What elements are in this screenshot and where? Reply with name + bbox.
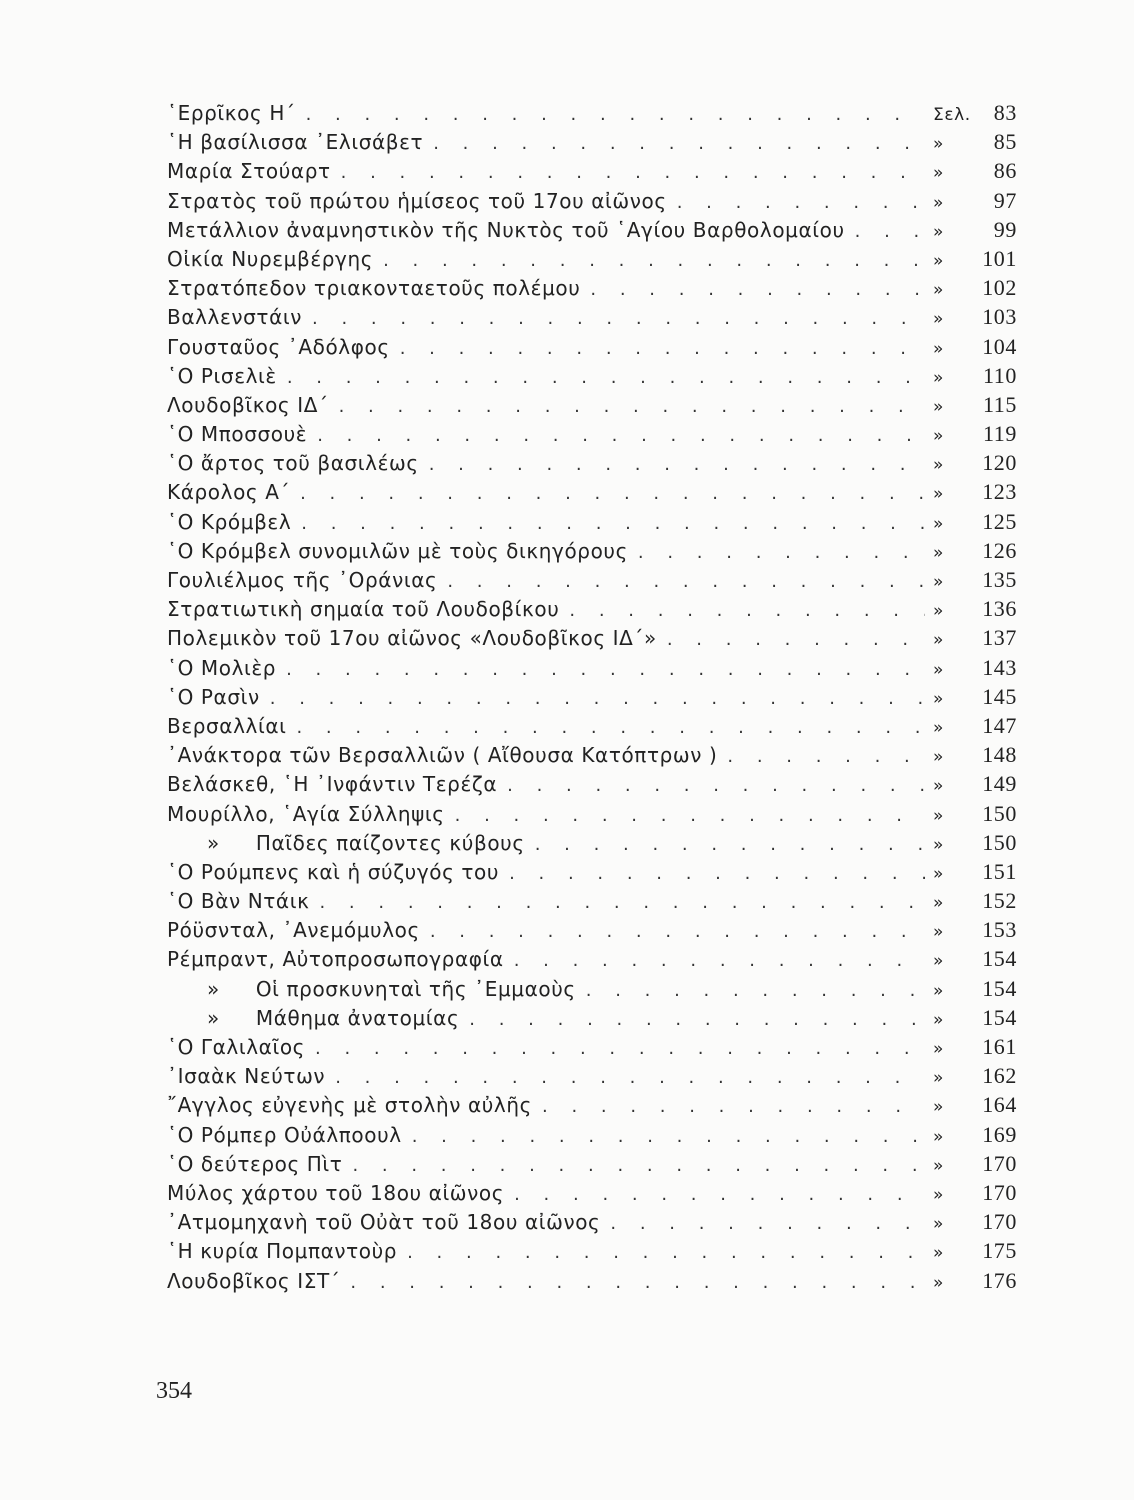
- entry-title: Στρατὸς τοῦ πρώτου ἡμίσεος τοῦ 17ου αἰῶνος: [167, 188, 667, 213]
- entry-page-number: 86: [993, 158, 1017, 184]
- dot-leader: [287, 367, 925, 388]
- entry-title: ῾Η βασίλισσα ᾿Ελισάβετ: [167, 130, 424, 155]
- entry-title: ῾Ο Βὰν Ντάικ: [167, 889, 310, 914]
- dot-leader: [296, 717, 925, 738]
- page-number: 354: [156, 1378, 192, 1404]
- page-ref-mark: »: [933, 805, 945, 826]
- entry-page-number: 125: [982, 508, 1017, 534]
- entry-page-number: 83: [993, 100, 1017, 125]
- index-entry: [163, 567, 1023, 596]
- dot-leader: [638, 542, 925, 563]
- dot-leader: [507, 775, 925, 796]
- page-ref-mark: »: [933, 309, 945, 330]
- page-ref-mark: »: [933, 980, 945, 1001]
- page-ref-mark: »: [933, 1097, 945, 1118]
- dot-leader: [270, 688, 925, 709]
- ditto-mark: »: [207, 830, 220, 855]
- entry-title: ῾Ο Γαλιλαῖος: [167, 1035, 305, 1059]
- dot-leader: [400, 338, 925, 359]
- entry-title: ῾Ο Κρόμβελ συνομιλῶν μὲ τοὺς δικηγόρους: [167, 538, 628, 563]
- page-ref-mark: »: [933, 250, 945, 271]
- entry-title: Γουσταῦος ᾿Αδόλφος: [167, 334, 390, 359]
- entry-page-number: 104: [982, 333, 1017, 359]
- entry-title: Οἰκία Νυρεμβέργης: [167, 246, 374, 271]
- entry-title: ῾Ερρῖκος Η΄: [167, 101, 296, 125]
- index-entry: [163, 188, 1023, 217]
- entry-page-number: 126: [982, 537, 1017, 563]
- entry-title: Βαλλενστάιν: [167, 305, 302, 330]
- page-ref-mark: »: [933, 1155, 945, 1176]
- entry-title: Βελάσκεθ, ῾Η ᾿Ινφάντιν Τερέζα: [167, 772, 498, 797]
- dot-leader: [535, 834, 925, 855]
- page-ref-mark: »: [933, 426, 945, 447]
- entry-title: Μαρία Στούαρτ: [167, 159, 331, 184]
- index-entry: [163, 304, 1023, 333]
- dot-leader: [667, 629, 925, 650]
- index-entry: [163, 596, 1023, 625]
- dot-leader: [350, 1272, 925, 1293]
- entry-page-number: 151: [982, 858, 1017, 884]
- entry-title: Μάθημα ἀνατομίας: [255, 1005, 460, 1030]
- dot-leader: [383, 250, 925, 271]
- entry-title: ῾Ο Μολιὲρ: [167, 655, 277, 680]
- page-ref-mark: »: [933, 1243, 945, 1264]
- entry-title: ῾Ο Ρούμπενς καὶ ἡ σύζυγός του: [167, 859, 500, 884]
- page-ref-mark: »: [933, 1272, 945, 1293]
- dot-leader: [286, 659, 925, 680]
- dot-leader: [335, 1067, 925, 1088]
- entry-page-number: 143: [982, 654, 1017, 680]
- dot-leader: [855, 221, 925, 242]
- entry-page-number: 85: [993, 129, 1017, 155]
- index-entry: [163, 538, 1023, 567]
- page-ref-mark: »: [933, 1184, 945, 1205]
- entry-page-number: 170: [982, 1179, 1017, 1205]
- page-ref-mark: »: [933, 396, 945, 417]
- dot-leader: [542, 1096, 925, 1117]
- index-entry: [163, 363, 1023, 392]
- entry-page-number: 136: [982, 596, 1017, 622]
- entry-page-number: 102: [982, 275, 1017, 301]
- index-entry: [163, 392, 1023, 421]
- entry-page-number: 150: [982, 829, 1017, 855]
- index-entry: [163, 771, 1023, 800]
- page-ref-mark: »: [933, 747, 945, 768]
- page-ref-mark: Σελ.: [933, 105, 971, 125]
- entry-title: Μετάλλιον ἀναμνηστικὸν τῆς Νυκτὸς τοῦ ῾Αγίου Βαρθολομαίου: [167, 217, 845, 242]
- index-entry: [163, 100, 1023, 129]
- page-ref-mark: »: [933, 455, 945, 476]
- index-entry: [163, 625, 1023, 654]
- page-ref-mark: »: [933, 572, 945, 592]
- index-entry: [163, 684, 1023, 713]
- dot-leader: [315, 1038, 925, 1059]
- entry-page-number: 154: [982, 1004, 1017, 1030]
- entry-page-number: 97: [993, 187, 1017, 213]
- page-ref-mark: »: [933, 1039, 945, 1059]
- entry-title: Κάρολος Α΄: [167, 480, 291, 505]
- entry-page-number: 103: [982, 304, 1017, 330]
- entry-title: Γουλιέλμος τῆς ᾿Οράνιας: [167, 568, 438, 592]
- entry-page-number: 115: [983, 391, 1017, 417]
- entry-page-number: 154: [982, 946, 1017, 972]
- page-ref-mark: »: [933, 134, 945, 155]
- entry-title: Μουρίλλο, ῾Αγία Σύλληψις: [167, 801, 445, 826]
- page-ref-mark: »: [933, 280, 945, 301]
- dot-leader: [301, 513, 925, 534]
- index-entry: [163, 1180, 1023, 1209]
- entry-page-number: 119: [983, 421, 1017, 447]
- page-ref-mark: »: [933, 192, 945, 213]
- dot-leader: [590, 279, 925, 300]
- page-ref-mark: »: [933, 922, 945, 943]
- entry-page-number: 150: [982, 800, 1017, 826]
- entry-title: Πολεμικὸν τοῦ 17ου αἰῶνος «Λουδοβῖκος ΙΔ΄»: [167, 626, 657, 651]
- page-ref-mark: »: [933, 659, 945, 680]
- entry-title: ᾿Ανάκτορα τῶν Βερσαλλιῶν ( Αἴθουσα Κατόπτρων ): [167, 743, 718, 768]
- index-entry: [163, 1122, 1023, 1151]
- page-ref-mark: »: [933, 1214, 945, 1235]
- dot-leader: [317, 425, 925, 446]
- index-entry: [163, 158, 1023, 187]
- entry-page-number: 164: [982, 1092, 1017, 1118]
- illustrations-index: [163, 100, 1023, 1297]
- page-ref-mark: »: [933, 630, 945, 651]
- entry-page-number: 147: [982, 712, 1017, 738]
- entry-title: ῾Ο δεύτερος Πὶτ: [167, 1151, 343, 1176]
- index-entry: [163, 509, 1023, 538]
- dot-leader: [509, 863, 925, 884]
- entry-title: ῾Ο Ρόμπερ Οὐάλποουλ: [167, 1122, 402, 1147]
- index-entry: [163, 479, 1023, 508]
- entry-title: Λουδοβῖκος ΙΣΤ΄: [167, 1268, 341, 1293]
- dot-leader: [412, 1126, 925, 1147]
- ditto-mark: »: [207, 1005, 220, 1030]
- entry-title: ῾Ο Ρασὶν: [167, 684, 260, 709]
- dot-leader: [514, 950, 925, 971]
- dot-leader: [339, 396, 925, 417]
- index-entry: [163, 129, 1023, 158]
- entry-page-number: 162: [982, 1063, 1017, 1089]
- index-entry: [163, 1005, 1023, 1034]
- entry-page-number: 169: [982, 1121, 1017, 1147]
- entry-title: ῾Ο ἄρτος τοῦ βασιλέως: [167, 451, 419, 476]
- entry-title: ᾿Ατμομηχανὴ τοῦ Οὐὰτ τοῦ 18ου αἰῶνος: [167, 1210, 601, 1235]
- entry-title: Στρατιωτικὴ σημαία τοῦ Λουδοβίκου: [167, 597, 560, 622]
- index-entry: [163, 713, 1023, 742]
- page-ref-mark: »: [933, 951, 945, 972]
- index-entry: [163, 1238, 1023, 1267]
- entry-page-number: 152: [982, 888, 1017, 914]
- dot-leader: [306, 104, 925, 125]
- entry-page-number: 175: [982, 1238, 1017, 1264]
- entry-title: Λουδοβῖκος ΙΔ΄: [167, 392, 329, 417]
- index-entry: [163, 742, 1023, 771]
- page-ref-mark: »: [933, 221, 945, 242]
- dot-leader: [430, 921, 925, 942]
- entry-title: Βερσαλλίαι: [167, 713, 287, 738]
- dot-leader: [341, 162, 925, 183]
- index-entry: [163, 1209, 1023, 1238]
- dot-leader: [312, 308, 925, 329]
- dot-leader: [610, 1213, 925, 1234]
- entry-page-number: 145: [982, 683, 1017, 709]
- index-entry: [163, 246, 1023, 275]
- dot-leader: [677, 192, 925, 213]
- index-entry: [163, 917, 1023, 946]
- entry-title: ῾Ο Μποσσουὲ: [167, 422, 308, 447]
- page-ref-mark: »: [933, 367, 945, 388]
- dot-leader: [569, 600, 925, 621]
- entry-page-number: 170: [982, 1150, 1017, 1176]
- page-ref-mark: »: [933, 513, 945, 534]
- entry-title: Μύλος χάρτου τοῦ 18ου αἰῶνος: [167, 1180, 505, 1205]
- index-entry: [163, 888, 1023, 917]
- index-entry: [163, 801, 1023, 830]
- page-ref-mark: »: [933, 1068, 945, 1089]
- page-ref-mark: »: [933, 688, 945, 709]
- page-ref-mark: »: [933, 601, 945, 622]
- entry-title: ᾿Ισαὰκ Νεύτων: [167, 1064, 326, 1089]
- entry-page-number: 120: [982, 450, 1017, 476]
- entry-title: Ρέμπραντ, Αὐτοπροσωπογραφία: [167, 947, 504, 972]
- index-entry: [163, 1034, 1023, 1063]
- index-entry: [163, 1063, 1023, 1092]
- entry-title: Παῖδες παίζοντες κύβους: [255, 830, 525, 855]
- entry-page-number: 149: [982, 771, 1017, 797]
- index-entry: [163, 334, 1023, 363]
- entry-page-number: 99: [993, 216, 1017, 242]
- index-entry: [163, 1268, 1023, 1297]
- dot-leader: [586, 980, 925, 1001]
- dot-leader: [447, 571, 925, 592]
- index-entry: [163, 859, 1023, 888]
- dot-leader: [727, 746, 925, 767]
- index-entry: [163, 976, 1023, 1005]
- page-ref-mark: »: [933, 484, 945, 505]
- dot-leader: [455, 805, 925, 826]
- entry-page-number: 170: [982, 1209, 1017, 1235]
- index-entry: [163, 830, 1023, 859]
- entry-page-number: 161: [982, 1034, 1017, 1059]
- entry-page-number: 101: [982, 245, 1017, 271]
- dot-leader: [300, 483, 925, 504]
- page-ref-mark: »: [933, 1009, 945, 1030]
- page-ref-mark: »: [933, 893, 945, 914]
- entry-title: ῎Αγγλος εὐγενὴς μὲ στολὴν αὐλῆς: [167, 1093, 532, 1118]
- dot-leader: [469, 1009, 925, 1030]
- entry-title: ῾Ο Κρόμβελ: [167, 509, 292, 534]
- dot-leader: [429, 454, 925, 475]
- index-entry: [163, 1151, 1023, 1180]
- index-entry: [163, 655, 1023, 684]
- entry-page-number: 135: [982, 567, 1017, 592]
- entry-page-number: 153: [982, 917, 1017, 943]
- dot-leader: [407, 1242, 925, 1263]
- dot-leader: [352, 1155, 925, 1176]
- page-ref-mark: »: [933, 338, 945, 359]
- entry-title: Στρατόπεδον τριακονταετοῦς πολέμου: [167, 276, 581, 301]
- entry-page-number: 176: [982, 1267, 1017, 1293]
- dot-leader: [319, 892, 925, 913]
- entry-title: Ρόϋσνταλ, ᾿Ανεμόμυλος: [167, 918, 420, 943]
- entry-page-number: 148: [982, 742, 1017, 768]
- entry-page-number: 110: [983, 362, 1017, 388]
- page-ref-mark: »: [933, 776, 945, 797]
- index-entry: [163, 1092, 1023, 1121]
- page-ref-mark: »: [933, 863, 945, 884]
- index-entry: [163, 946, 1023, 975]
- index-entry: [163, 421, 1023, 450]
- dot-leader: [433, 133, 925, 154]
- entry-title: Οἱ προσκυνηταὶ τῆς ᾿Εμμαοὺς: [255, 976, 576, 1001]
- index-entry: [163, 450, 1023, 479]
- entry-title: ῾Η κυρία Πομπαντοὺρ: [167, 1239, 398, 1264]
- index-entry: [163, 275, 1023, 304]
- entry-page-number: 123: [982, 479, 1017, 505]
- index-entry: [163, 217, 1023, 246]
- entry-page-number: 137: [982, 625, 1017, 651]
- page-ref-mark: »: [933, 834, 945, 855]
- page-ref-mark: »: [933, 542, 945, 563]
- page-ref-mark: »: [933, 717, 945, 738]
- entry-page-number: 154: [982, 975, 1017, 1001]
- page-ref-mark: »: [933, 1126, 945, 1147]
- dot-leader: [514, 1184, 925, 1205]
- entry-title: ῾Ο Ρισελιὲ: [167, 363, 277, 388]
- ditto-mark: »: [207, 976, 220, 1001]
- page-ref-mark: »: [933, 163, 945, 184]
